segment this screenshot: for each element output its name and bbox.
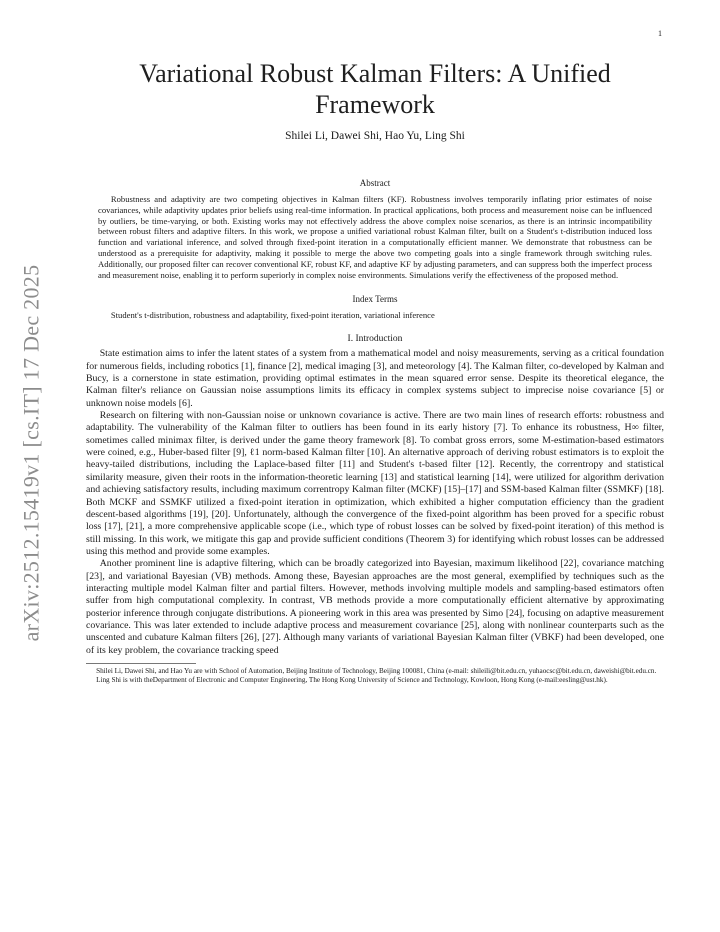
introduction-paragraph-1: State estimation aims to infer the latent states of a system from a mathematical model and noisy measurements, serving as a critical foundation for numerous fields, including robotics [1], finance [2], medical imaging [3], and meteorology [4]. The Kalman filter, co-developed by Kalman and Bucy, is a cornerstone in state estimation, providing optimal estimates in the mean squared error sense. Despite its theoretical elegance, the Kalman filter's reliance on Gaussian noise assumptions limits its efficacy in complex systems subject to imprecise noise covariance [5] or unknown noise models [6]. [86, 348, 664, 409]
introduction-paragraph-2: Research on filtering with non-Gaussian noise or unknown covariance is active. There are two main lines of research efforts: robustness and adaptability. The vulnerability of the Kalman filter to outliers has been found in its early history [7]. To enhance its robustness, H∞ filter, sometimes called minimax filter, is derived under the game theory framework [8]. To combat gross errors, some M-estimation-based estimators were coined, e.g., Huber-based filter [9], ℓ1 norm-based Kalman filter [10]. An alternative approach of deriving robust estimators is to exploit the heavy-tailed distributions, including the Laplace-based filter [11] and Student's t-based filter [12]. Recently, the correntropy and statistical similarity measure, given their roots in the information-theoretic learning [13] and statistical learning [14], were utilized for algorithm derivation and achieving satisfactory results, including maximum correntropy Kalman filter (MCKF) [15]–[17] and SSM-based Kalman filter (SSMKF) [18]. Both MCKF and SSMKF utilized a fixed-point iteration in optimization, which exhibited a higher computation efficiency than the gradient descent-based algorithms [19], [20]. Unfortunately, although the convergence of the fixed-point algorithm has been proved for a specific robust loss [17], [21], a more comprehensive applicable scope (i.e., which type of robust losses can be solved by fixed-point iteration) of this method is still missing. In this work, we mitigate this gap and provide sufficient conditions (Theorem 3) for identifying which robust losses can be addressed using this method and provide some examples. [86, 410, 664, 557]
section-heading-introduction: I. Introduction [347, 334, 403, 345]
arxiv-identifier-stamp [8, 262, 54, 644]
footnote-divider [86, 663, 196, 664]
index-terms-text: Student's t-distribution, robustness and adaptability, fixed-point iteration, variational inference [110, 310, 435, 321]
page-number: 1 [658, 29, 662, 38]
author-list: Shilei Li, Dawei Shi, Hao Yu, Ling Shi [285, 130, 465, 142]
footnote-affiliation-1: Shilei Li, Dawei Shi, and Hao Yu are with School of Automation, Beijing Institute of Technology, Beijing 100081, China (e-mail: shileili@bit.edu.cn, yuhaocsc@bit.edu.cn, daweishi@bit.edu.cn. [96, 666, 657, 675]
paper-body [86, 58, 664, 685]
paper-title: Variational Robust Kalman Filters: A Unified Framework [139, 59, 611, 119]
abstract-text: Robustness and adaptivity are two competing objectives in Kalman filters (KF). Robustness involves temporarily inflating prior estimates of noise covariances, while adaptivity updates prior beliefs using real-time information. In practical applications, both process and measurement noise can be influenced by outliers, be time-varying, or both. Existing works may not effectively address the above complex noise scenarios, as there is an intrinsic incompatibility between robust filters and adaptive filters. In this work, we propose a unified variational robust Kalman filter, built on a Student's t-distribution induced loss function and variational inference, and solved through fixed-point iteration in a computationally efficient manner. We demonstrate that robustness can be understood as a prerequisite for adaptivity, making it possible to merge the above two competing goals into a single framework through switching rules. Additionally, our proposed filter can recover conventional KF, robust KF, and adaptive KF by adjusting parameters, and can suppress both the imperfect process and measurement noise, enabling it to perform superiorly in complex noise environments. Simulations verify the effectiveness of the proposed method. [98, 194, 652, 280]
footnote-affiliation-2: Ling Shi is with theDepartment of Electronic and Computer Engineering, The Hong Kong University of Science and Technology, Kowloon, Hong Kong (e-mail:eesling@ust.hk). [96, 675, 608, 684]
introduction-paragraph-3: Another prominent line is adaptive filtering, which can be broadly categorized into Bayesian, maximum likelihood [22], covariance matching [23], and variational Bayesian (VB) methods. Among these, Bayesian approaches are the most general, exemplified by techniques such as the interacting multiple model Kalman filter and partial filters. However, methods involving multiple models and sampling-based estimators often suffer from high computational complexity. In contrast, VB methods provide a more computationally efficient alternative by approximating posterior inference through conjugate distributions. A pioneering work in this area was presented by Simo [24], focusing on adaptive measurement covariance. This was later extended to include adaptive process and measurement covariance [25], along with nonlinear counterparts such as the unscented and cubature Kalman filters [26], [27]. Although many variants of variational Bayesian Kalman filter (VBKF) had been developed, one of its key problem, the covariance tracking speed [86, 558, 664, 656]
arxiv-identifier-text: arXiv:2512.15419v1 [cs.IT] 17 Dec 2025 [18, 264, 44, 642]
abstract-heading: Abstract [359, 178, 391, 188]
index-terms-heading: Index Terms [352, 294, 398, 305]
